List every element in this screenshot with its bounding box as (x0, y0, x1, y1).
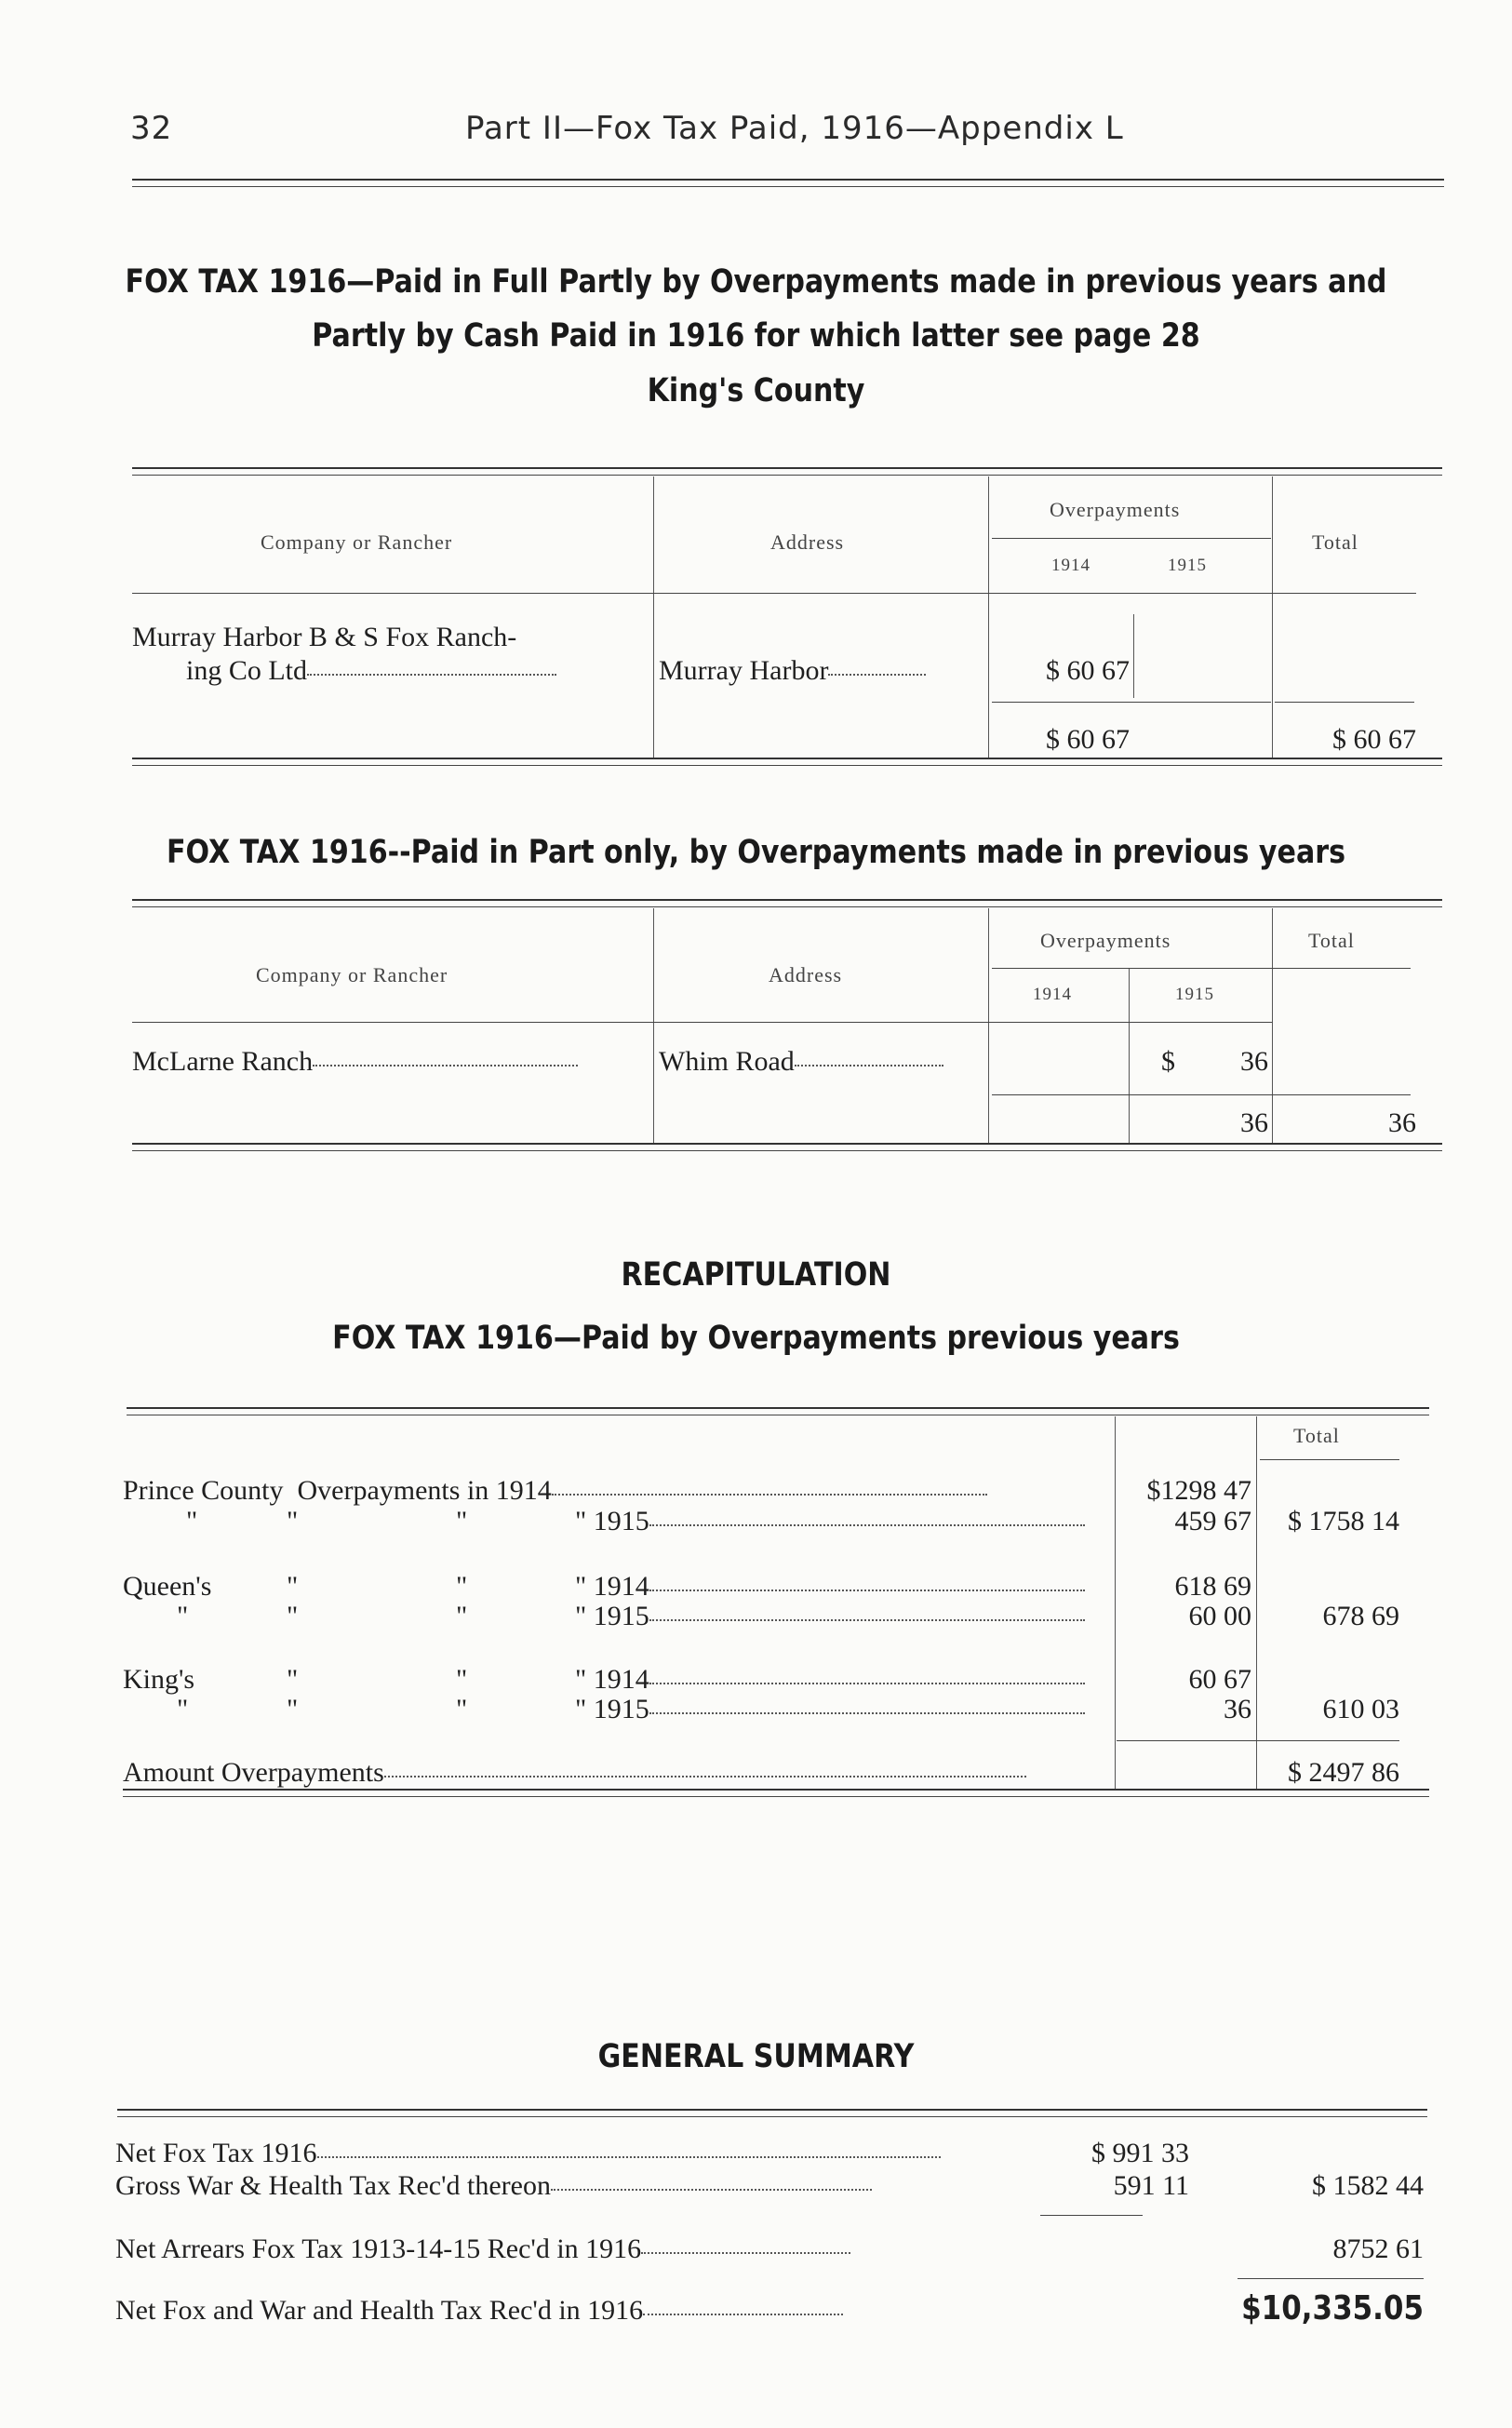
row-ov1915-dollar: $ (1161, 1046, 1175, 1077)
table-row: ing Co Ltd (186, 655, 556, 687)
ditto: " (456, 1571, 468, 1602)
list-item: " 1915 (575, 1506, 1085, 1537)
total-ov1914: $ 60 67 (1046, 724, 1130, 755)
grand-total: $10,335.05 (1241, 2289, 1424, 2327)
row-address: Murray Harbor (659, 655, 926, 687)
row-ov1915: 36 (1240, 1046, 1268, 1077)
table-row: McLarne Ranch (132, 1046, 578, 1078)
ditto: " (287, 1506, 299, 1536)
amount: $ 991 33 (1091, 2138, 1189, 2168)
col-overpayments: Overpayments (1040, 929, 1171, 952)
county-label: King's (123, 1664, 195, 1695)
ditto: " (287, 1601, 299, 1631)
amount: $1298 47 (1146, 1475, 1251, 1506)
ditto: " (456, 1506, 468, 1536)
ditto: " (456, 1694, 468, 1724)
header-rule (132, 179, 1444, 181)
recap-subtitle: FOX TAX 1916—Paid by Overpayments previous years (332, 1320, 1180, 1357)
col-1914: 1914 (1033, 985, 1072, 1004)
list-item: Net Fox and War and Health Tax Rec'd in 1916 (115, 2295, 843, 2327)
col-address: Address (769, 963, 843, 986)
ditto: " (456, 1664, 468, 1695)
section1-title-line2: Partly by Cash Paid in 1916 for which latter see page 28 (312, 317, 1200, 355)
amount: 60 67 (1188, 1664, 1251, 1695)
total-ov1915: 36 (1240, 1107, 1268, 1138)
row-company-line1: Murray Harbor B & S Fox Ranch- (132, 622, 517, 652)
ditto: " (456, 1601, 468, 1631)
amount: 36 (1224, 1694, 1251, 1724)
group-total: 678 69 (1322, 1601, 1399, 1631)
county-label: Queen's (123, 1571, 212, 1602)
group-total: $ 1758 14 (1288, 1506, 1399, 1536)
amount: 591 11 (1113, 2170, 1189, 2201)
recap-title: RECAPITULATION (621, 1256, 891, 1294)
section1-title-line1: FOX TAX 1916—Paid in Full Partly by Overpayments made in previous years and (125, 263, 1387, 301)
list-item: " 1915 (575, 1694, 1085, 1725)
col-1915: 1915 (1175, 985, 1214, 1004)
amount: 459 67 (1174, 1506, 1251, 1536)
col-company: Company or Rancher (261, 530, 453, 554)
list-item: Prince County Overpayments in 1914 (123, 1475, 987, 1507)
col-total: Total (1312, 530, 1358, 554)
list-item: Net Arrears Fox Tax 1913-14-15 Rec'd in 1916 (115, 2233, 850, 2265)
col-1914: 1914 (1051, 556, 1091, 575)
amount: 60 00 (1188, 1601, 1251, 1631)
group-total: 610 03 (1322, 1694, 1399, 1724)
amount-overpayments-label: Amount Overpayments (123, 1757, 1026, 1789)
summary-title: GENERAL SUMMARY (597, 2038, 915, 2075)
col-1915: 1915 (1168, 556, 1207, 575)
header-rule-2 (132, 186, 1444, 187)
col-overpayments: Overpayments (1050, 498, 1181, 521)
list-item: Gross War & Health Tax Rec'd thereon (115, 2170, 872, 2202)
ditto: " (287, 1571, 299, 1602)
subtotal: $ 1582 44 (1312, 2170, 1424, 2201)
running-title: Part II—Fox Tax Paid, 1916—Appendix L (465, 110, 1124, 147)
col-total: Total (1308, 929, 1355, 952)
col-total: Total (1293, 1424, 1340, 1447)
col-address: Address (770, 530, 845, 554)
list-item: Net Fox Tax 1916 (115, 2138, 941, 2169)
list-item: " 1914 (575, 1571, 1085, 1603)
col-company: Company or Rancher (256, 963, 448, 986)
ditto: " (186, 1506, 198, 1536)
page-number: 32 (130, 110, 173, 147)
total-sum: 36 (1388, 1107, 1416, 1138)
row-address: Whim Road (659, 1046, 943, 1078)
arrears-total: 8752 61 (1332, 2233, 1424, 2264)
ditto: " (177, 1601, 189, 1631)
ditto: " (287, 1694, 299, 1724)
ditto: " (287, 1664, 299, 1695)
amount: 618 69 (1174, 1571, 1251, 1602)
list-item: " 1915 (575, 1601, 1085, 1632)
section2-title: FOX TAX 1916--Paid in Part only, by Overpayments made in previous years (166, 834, 1346, 871)
list-item: " 1914 (575, 1664, 1085, 1696)
row-ov1914: $ 60 67 (1046, 655, 1130, 686)
ditto: " (177, 1694, 189, 1724)
amount-overpayments-total: $ 2497 86 (1288, 1757, 1399, 1788)
section1-title-line3: King's County (647, 372, 865, 409)
total-sum: $ 60 67 (1332, 724, 1416, 755)
